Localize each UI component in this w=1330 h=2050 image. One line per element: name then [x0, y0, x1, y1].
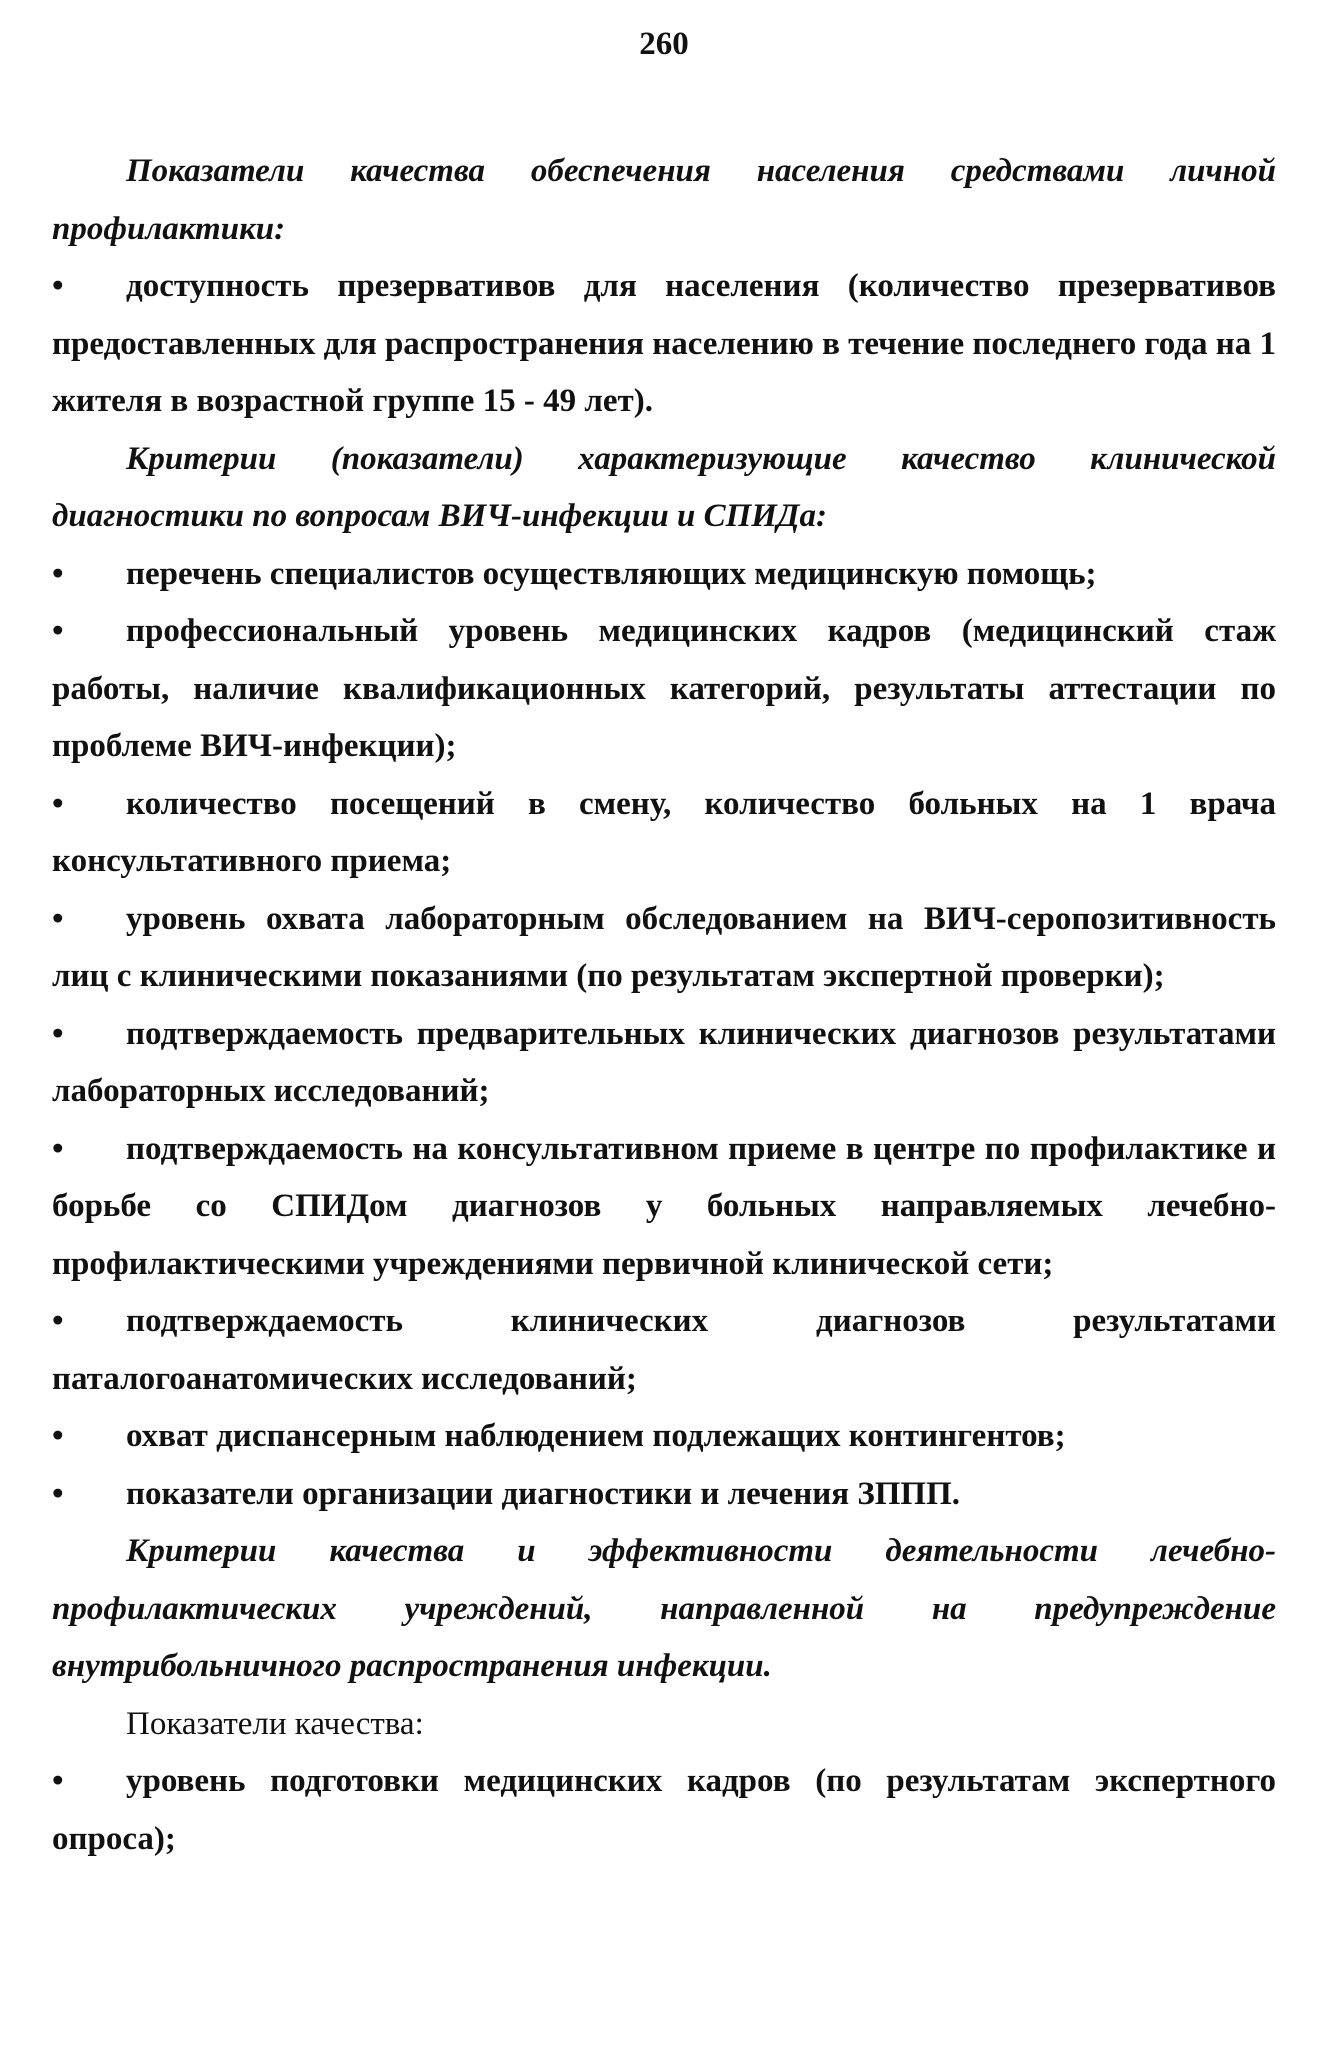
list-item-text: профессиональный уровень медицинских кадров (медицинский стаж работы, наличие квалификационных категорий, результаты аттестации по проблеме ВИЧ-инфекции);: [52, 613, 1276, 764]
section-heading-personal-prophylaxis: Показатели качества обеспечения населения средствами личной профилактики:: [52, 153, 1276, 247]
list-item: [52, 1121, 1276, 1294]
list-item-text: охват диспансерным наблюдением подлежащих контингентов;: [126, 1418, 1066, 1454]
bullet-icon: •: [52, 900, 64, 937]
list-item: [52, 1753, 1276, 1868]
list-item-text: уровень подготовки медицинских кадров (по результатам экспертного опроса);: [52, 1763, 1276, 1857]
page-body: [52, 143, 1276, 1868]
bullet-icon: •: [52, 1418, 64, 1454]
page-number: 260: [639, 26, 689, 62]
list-item: [52, 1466, 1276, 1524]
list-item-text: доступность презервативов для населения (количество презервативов предоставленных для распространения населению в течение последнего года на 1 жителя в возрастной группе 15 - 49 лет).: [52, 268, 1276, 419]
list-item-text: количество посещений в смену, количество больных на 1 врача консультативного приема;: [52, 785, 1276, 879]
list-item-text: подтверждаемость на консультативном приеме в центре по профилактике и борьбе со СПИДом диагнозов у больных направляемых лечебно-профилактическими учреждениями первичной клинической сети;: [52, 1130, 1276, 1282]
bullet-icon: •: [52, 1303, 64, 1339]
bullet-icon: •: [52, 1475, 64, 1512]
list-item: [52, 776, 1276, 891]
section-heading-hospital-infection: Критерии качества и эффективности деятельности лечебно-профилактических учреждений, направленной на предупреждение внутрибольничного распространения инфекции.: [52, 1533, 1276, 1684]
section-heading-clinical-diagnostics: Критерии (показатели) характеризующие качество клинической диагностики по вопросам ВИЧ-инфекции и СПИДа:: [52, 440, 1276, 534]
subheading-quality-indicators: Показатели качества:: [126, 1705, 424, 1742]
bullet-icon: •: [52, 268, 64, 304]
list-item: [52, 1293, 1276, 1408]
list-item-text: показатели организации диагностики и лечения ЗППП.: [126, 1475, 961, 1512]
list-item-text: уровень охвата лабораторным обследованием на ВИЧ-серопозитивность лиц с клиническими показаниями (по результатам экспертной проверки);: [52, 900, 1276, 994]
bullet-icon: •: [52, 613, 64, 649]
bullet-icon: •: [52, 785, 64, 822]
list-item: [52, 1408, 1276, 1466]
list-item: [52, 258, 1276, 431]
document-page: [52, 0, 1276, 2050]
bullet-icon: •: [52, 1763, 64, 1799]
bullet-icon: •: [52, 1130, 64, 1167]
list-item: [52, 546, 1276, 604]
list-item-text: подтверждаемость клинических диагнозов результатами паталогоанатомических исследований;: [52, 1303, 1276, 1397]
list-item: [52, 891, 1276, 1006]
list-item: [52, 1006, 1276, 1121]
list-item-text: перечень специалистов осуществляющих медицинскую помощь;: [126, 555, 1097, 592]
list-item-text: подтверждаемость предварительных клинических диагнозов результатами лабораторных исследований;: [52, 1015, 1276, 1109]
bullet-icon: •: [52, 1015, 64, 1052]
bullet-icon: •: [52, 555, 64, 592]
list-item: [52, 603, 1276, 776]
